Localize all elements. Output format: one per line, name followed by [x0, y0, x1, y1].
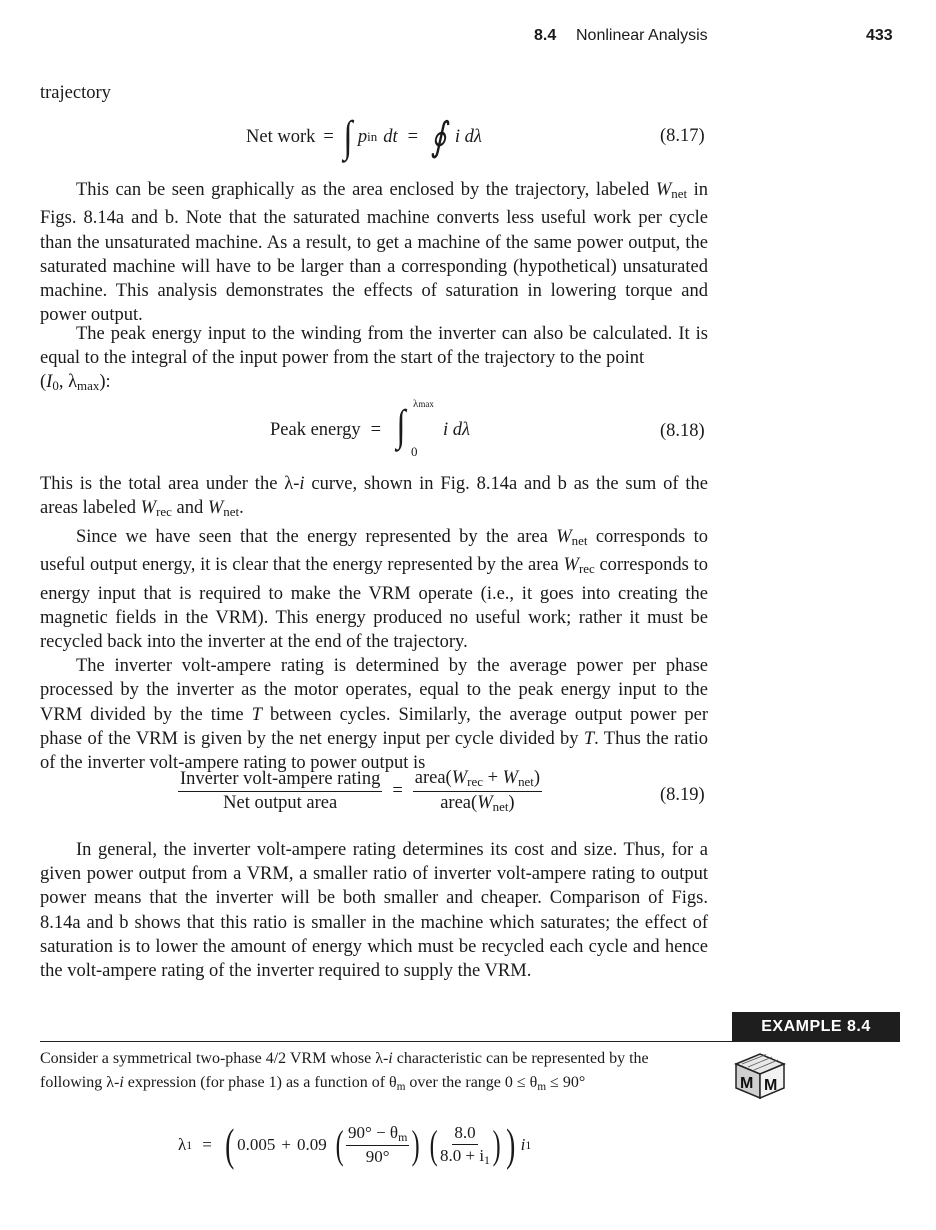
integral-sign: ∫: [396, 401, 406, 450]
eq-8-18-number: (8.18): [660, 421, 705, 441]
integral-sign: ∫: [343, 112, 353, 161]
paragraph-2: The peak energy input to the winding from the inverter can also be calculated. It is equal to the integral of the input power from the start of the trajectory to the point ($I_0$, $\lambda_{max}$):: [40, 324, 708, 394]
page-number: 433: [866, 27, 893, 44]
example-equation: λ 1 = ( 0.005 + 0.09 ( $\frac{90^\circ - \theta_m}{90^\circ}$ ) ( $\frac{8.0}{8.0 + i_1}$ ) ) i 1: [178, 1119, 532, 1170]
equation-8-18: Peak energy = ∫ λmax 0 i dλ: [270, 398, 471, 459]
contour-integral-sign: ∮: [430, 114, 447, 159]
paragraph-6: In general, the inverter volt-ampere rating determines its cost and size. Thus, for a given power output from a VRM, a smaller ratio of inverter volt-ampere rating to output power means that the inverter will be both smaller and cheaper. Comparison of Figs. 8.14a and b shows that this ratio is smaller in the machine which saturates; the effect of saturation is to lower the amount of energy which must be recycled each cycle and hence the volt-ampere rating of the inverter required to supply the VRM.: [40, 840, 708, 982]
eq-8-17-number: (8.17): [660, 126, 705, 146]
eq-8-19-lhs-denominator: Net output area: [223, 793, 338, 814]
lead-word: trajectory: [40, 83, 111, 103]
example-label: EXAMPLE 8.4: [732, 1012, 900, 1042]
equation-8-19: $\frac{\text{Inverter volt-ampere rating}}{\text{Net output area}}$ = $\frac{area(W_{rec} + W_{net})}{area(W_{net})}$: [180, 768, 541, 815]
eq-8-19-number: (8.19): [660, 785, 705, 805]
svg-text:M: M: [764, 1077, 778, 1094]
paragraph-3: This is the total area under the λ-i curve, shown in Fig. 8.14a and b as the sum of the areas labeled $W_{rec}$ and $W_{net}$. Since we have seen that the energy represented by the area $W_{net}$ corresponds to useful output energy, it is clear that the energy represented by the area $W_{rec}$ corresponds to energy input that is required to make the VRM operate (i.e., it goes into creating the magnetic fields in the VRM). This energy produced no useful work; rather it must be recycled back into the inverter at the end of the trajectory. The inverter volt-ampere rating is determined by the average power per phase processed by the inverter as the motor operates, equal to the peak energy input to the VRM divided by the time T between cycles. Similarly, the average output power per phase of the VRM is given by the net energy input per cycle divided by T. Thus the ratio of the inverter volt-ampere rating to power output is: [40, 474, 709, 773]
example-text: Consider a symmetrical two-phase 4/2 VRM whose λ-i characteristic can be represented by the following λ-i expression (for phase 1) as a function of $\theta_m$ over the range $0 \le \theta_m \le 90^\circ$: [40, 1050, 649, 1093]
svg-text:M: M: [740, 1075, 754, 1092]
eq-8-17-label: Net work: [246, 126, 316, 147]
equation-8-17: Net work = ∫ p in dt = ∮ i dλ: [246, 112, 482, 161]
matlab-cube-icon: [730, 1050, 790, 1102]
paragraph-1: This can be seen graphically as the area enclosed by the trajectory, labeled $W_{net}$ in Figs. 8.14a and b. Note that the saturated machine converts less useful work per cycle than the unsaturated machine. As a result, to get a machine of the same power output, the saturated machine will have to be larger than a corresponding (hypothetical) unsaturated machine. This analysis demonstrates the effects of saturation in lowering torque and power output.: [40, 180, 709, 326]
section-number: 8.4: [534, 27, 557, 44]
section-title: Nonlinear Analysis: [576, 27, 708, 44]
eq-8-19-lhs-numerator: Inverter volt-ampere rating: [178, 769, 382, 792]
eq-8-18-label: Peak energy: [270, 419, 361, 440]
